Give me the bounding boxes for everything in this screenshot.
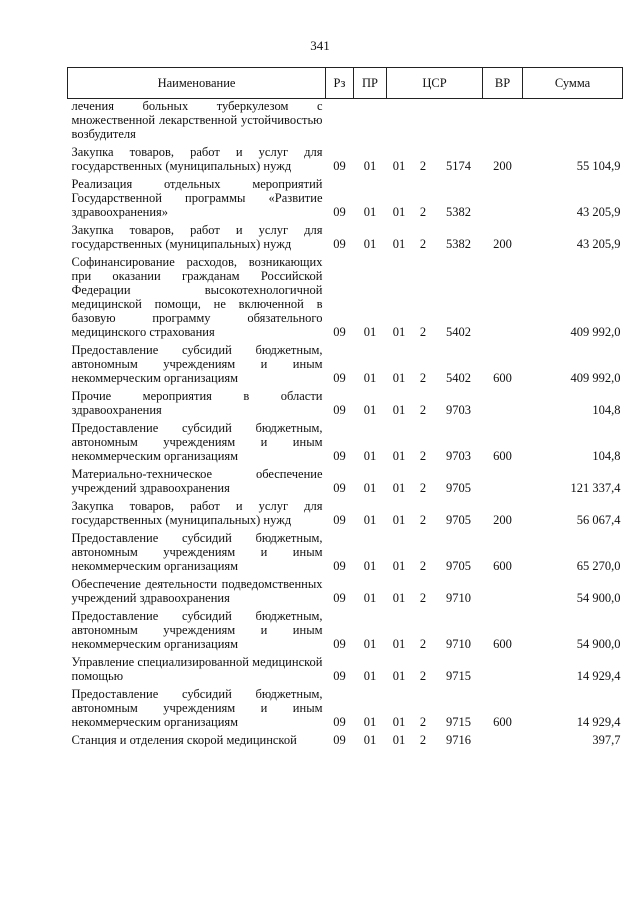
header-pr: ПР [354, 68, 387, 99]
cell-sum: 43 205,9 [576, 237, 621, 251]
table-row [68, 529, 623, 575]
table-row [68, 387, 623, 419]
cell-sum: 14 929,4 [576, 669, 621, 683]
cell-csr-3: 5402 [446, 325, 471, 339]
cell-rz: 09 [333, 403, 346, 417]
cell-csr-3: 5174 [446, 159, 471, 173]
cell-sum: 104,8 [592, 403, 621, 417]
cell-rz: 09 [333, 591, 346, 605]
cell-pr: 01 [363, 237, 377, 251]
table-row [68, 497, 623, 529]
cell-sum: 56 067,4 [576, 513, 621, 527]
page-number: 341 [310, 38, 330, 53]
cell-vr: 600 [493, 715, 512, 729]
table-row [68, 341, 623, 387]
cell-rz: 09 [333, 325, 346, 339]
cell-sum: 409 992,0 [570, 325, 621, 339]
table-row [68, 607, 623, 653]
cell-sum [523, 99, 623, 144]
table-row [68, 175, 623, 221]
cell-sum: 121 337,4 [570, 481, 621, 495]
cell-csr-3: 9705 [446, 559, 471, 573]
cell-csr-2: 2 [419, 325, 427, 339]
cell-rz: 09 [333, 715, 346, 729]
cell-pr: 01 [363, 325, 377, 339]
cell-name: Софинансирование расходов, возникающих при оказании гражданам Российской Федерации высокотехнологичной медицинской помощи, не включенной в базовую программу обязательного медицинского страхования [71, 255, 323, 339]
cell-csr-3: 9705 [446, 513, 471, 527]
cell-sum: 65 270,0 [576, 559, 621, 573]
cell-vr [483, 575, 523, 607]
cell-csr-2: 2 [419, 205, 427, 219]
cell-csr-2: 2 [419, 733, 427, 747]
cell-csr-1: 01 [392, 371, 406, 385]
cell-csr-1: 01 [392, 715, 406, 729]
cell-name: Реализация отдельных мероприятий Государственной программы «Развитие здравоохранения» [71, 177, 323, 219]
cell-sum: 43 205,9 [576, 205, 621, 219]
cell-csr-2: 2 [419, 159, 427, 173]
cell-rz: 09 [333, 733, 346, 747]
cell-name: Предоставление субсидий бюджетным, автономным учреждениям и иным некоммерческим организациям [71, 609, 323, 651]
cell-vr [483, 99, 523, 144]
table-row [68, 653, 623, 685]
table-row [68, 143, 623, 175]
cell-csr-3 [435, 99, 483, 144]
cell-rz: 09 [333, 637, 346, 651]
cell-sum: 14 929,4 [576, 715, 621, 729]
cell-vr [483, 653, 523, 685]
cell-pr [354, 99, 387, 144]
cell-csr-3: 9710 [446, 591, 471, 605]
table-row [68, 99, 623, 144]
cell-sum: 397,7 [592, 733, 621, 747]
cell-csr-3: 9715 [446, 715, 471, 729]
cell-sum: 54 900,0 [576, 637, 621, 651]
cell-pr: 01 [363, 513, 377, 527]
header-vr: ВР [483, 68, 523, 99]
cell-pr: 01 [363, 559, 377, 573]
cell-csr-1: 01 [392, 559, 406, 573]
cell-name: лечения больных туберкулезом с множественной лекарственной устойчивостью возбудителя [71, 99, 323, 141]
cell-rz: 09 [333, 669, 346, 683]
budget-table [67, 67, 623, 749]
cell-pr: 01 [363, 449, 377, 463]
cell-csr-1 [387, 99, 412, 144]
table-row [68, 465, 623, 497]
cell-csr-2: 2 [419, 237, 427, 251]
cell-vr [483, 387, 523, 419]
cell-pr: 01 [363, 371, 377, 385]
cell-csr-3: 5402 [446, 371, 471, 385]
cell-csr-3: 9703 [446, 403, 471, 417]
cell-csr-1: 01 [392, 637, 406, 651]
cell-csr-1: 01 [392, 481, 406, 495]
cell-csr-1: 01 [392, 513, 406, 527]
cell-rz: 09 [333, 513, 346, 527]
cell-name: Станция и отделения скорой медицинской [71, 733, 297, 747]
cell-csr-3: 9703 [446, 449, 471, 463]
table-row [68, 731, 623, 749]
cell-csr-1: 01 [392, 325, 406, 339]
cell-vr: 600 [493, 449, 512, 463]
cell-csr-3: 9716 [446, 733, 471, 747]
cell-csr-2: 2 [419, 371, 427, 385]
cell-vr [483, 175, 523, 221]
cell-vr [483, 731, 523, 749]
cell-csr-3: 9710 [446, 637, 471, 651]
cell-csr-2 [412, 99, 435, 144]
cell-vr: 200 [493, 237, 512, 251]
cell-csr-1: 01 [392, 237, 406, 251]
cell-csr-1: 01 [392, 591, 406, 605]
cell-name: Прочие мероприятия в области здравоохранения [71, 389, 323, 417]
cell-vr: 600 [493, 637, 512, 651]
table-row [68, 685, 623, 731]
cell-csr-1: 01 [392, 205, 406, 219]
cell-vr [483, 253, 523, 341]
cell-pr: 01 [363, 591, 377, 605]
cell-vr [483, 465, 523, 497]
cell-sum: 54 900,0 [576, 591, 621, 605]
cell-rz: 09 [333, 481, 346, 495]
cell-csr-1: 01 [392, 403, 406, 417]
cell-rz: 09 [333, 559, 346, 573]
cell-pr: 01 [363, 403, 377, 417]
cell-csr-2: 2 [419, 449, 427, 463]
cell-rz [326, 99, 354, 144]
cell-csr-3: 5382 [446, 205, 471, 219]
cell-name: Обеспечение деятельности подведомственных учреждений здравоохранения [71, 577, 323, 605]
cell-csr-3: 9715 [446, 669, 471, 683]
cell-rz: 09 [333, 237, 346, 251]
cell-rz: 09 [333, 449, 346, 463]
cell-sum: 104,8 [592, 449, 621, 463]
cell-csr-1: 01 [392, 159, 406, 173]
header-rz: Рз [326, 68, 354, 99]
table-body [68, 99, 623, 750]
cell-rz: 09 [333, 205, 346, 219]
header-name: Наименование [68, 68, 326, 99]
cell-csr-1: 01 [392, 669, 406, 683]
cell-name: Предоставление субсидий бюджетным, автономным учреждениям и иным некоммерческим организациям [71, 687, 323, 729]
cell-name: Предоставление субсидий бюджетным, автономным учреждениям и иным некоммерческим организациям [71, 421, 323, 463]
cell-sum: 55 104,9 [576, 159, 621, 173]
cell-name: Предоставление субсидий бюджетным, автономным учреждениям и иным некоммерческим организациям [71, 531, 323, 573]
cell-name: Предоставление субсидий бюджетным, автономным учреждениям и иным некоммерческим организациям [71, 343, 323, 385]
cell-csr-2: 2 [419, 559, 427, 573]
cell-name: Закупка товаров, работ и услуг для государственных (муниципальных) нужд [71, 145, 323, 173]
cell-vr: 600 [493, 559, 512, 573]
table-header-row [68, 68, 623, 99]
cell-name: Материально-техническое обеспечение учреждений здравоохранения [71, 467, 323, 495]
cell-csr-3: 5382 [446, 237, 471, 251]
cell-csr-2: 2 [419, 481, 427, 495]
cell-csr-2: 2 [419, 591, 427, 605]
cell-pr: 01 [363, 481, 377, 495]
cell-name: Закупка товаров, работ и услуг для государственных (муниципальных) нужд [71, 223, 323, 251]
cell-sum: 409 992,0 [570, 371, 621, 385]
cell-pr: 01 [363, 733, 377, 747]
cell-pr: 01 [363, 669, 377, 683]
cell-rz: 09 [333, 159, 346, 173]
table-row [68, 221, 623, 253]
header-sum: Сумма [523, 68, 623, 99]
cell-csr-3: 9705 [446, 481, 471, 495]
cell-csr-2: 2 [419, 669, 427, 683]
cell-pr: 01 [363, 715, 377, 729]
cell-csr-2: 2 [419, 715, 427, 729]
cell-csr-2: 2 [419, 637, 427, 651]
cell-pr: 01 [363, 205, 377, 219]
cell-vr: 600 [493, 371, 512, 385]
header-csr: ЦСР [387, 68, 483, 99]
cell-vr: 200 [493, 159, 512, 173]
table-row [68, 253, 623, 341]
cell-name: Управление специализированной медицинской помощью [71, 655, 323, 683]
cell-csr-1: 01 [392, 733, 406, 747]
cell-csr-2: 2 [419, 513, 427, 527]
cell-pr: 01 [363, 637, 377, 651]
cell-vr: 200 [493, 513, 512, 527]
table-row [68, 575, 623, 607]
cell-pr: 01 [363, 159, 377, 173]
cell-csr-2: 2 [419, 403, 427, 417]
cell-csr-1: 01 [392, 449, 406, 463]
cell-rz: 09 [333, 371, 346, 385]
cell-name: Закупка товаров, работ и услуг для государственных (муниципальных) нужд [71, 499, 323, 527]
table-row [68, 419, 623, 465]
